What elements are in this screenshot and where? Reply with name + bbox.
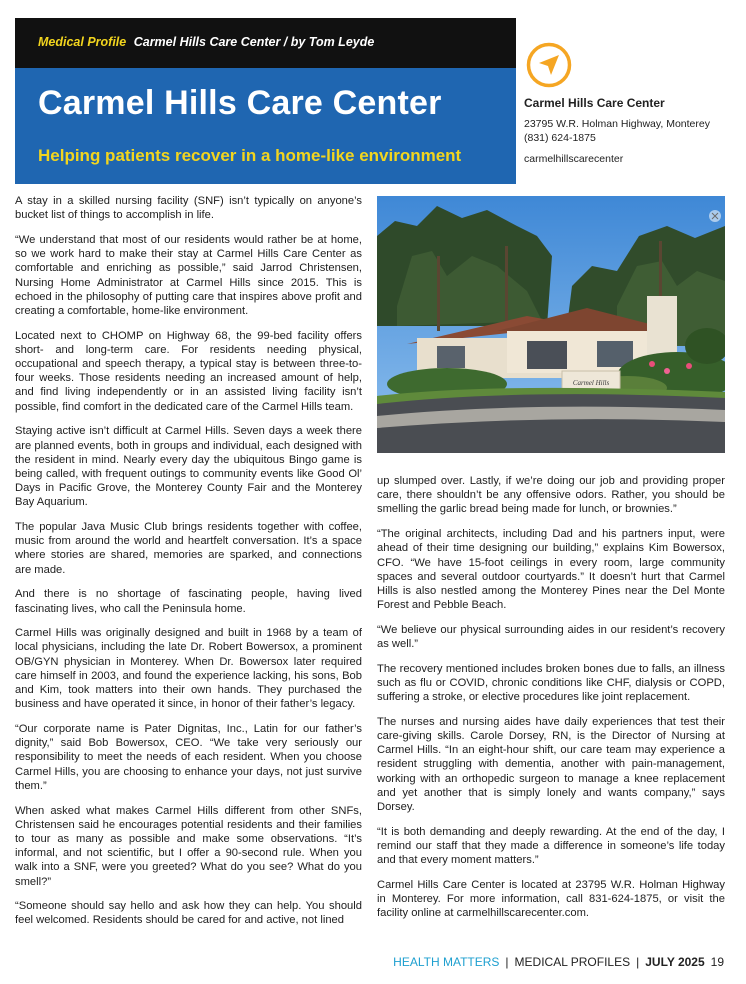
paragraph: Carmel Hills was originally designed and built in 1968 by a team of local physicians, including the late Dr. Robert Bowersox, a prominent OB/GYN physician in Monterey. When Dr. Bowersox later required care himself in 2003, and found the experience lacking, his sons, Bob and Kim, took matters into their own hands. They purchased the business and have operated it since, in honor of their father’s legacy. — [15, 627, 362, 711]
contact-phone: (831) 624-1875 — [524, 132, 596, 144]
paragraph: The nurses and nursing aides have daily experiences that test their care-giving skills. Carole Dorsey, RN, is the Director of Nursing at Carmel Hills. “In an eight-hour shift, our care team may experience a resident struggling with dementia, another with pain-management, working with an orthopedic surgeon to manage a knee replacement and yet another that is simply lonely and wants company,” says Dorsey. — [377, 715, 725, 814]
kicker-text: Carmel Hills Care Center / by Tom Leyde — [133, 35, 375, 49]
article-title: Carmel Hills Care Center — [38, 84, 442, 122]
contact-address: 23795 W.R. Holman Highway, Monterey — [524, 117, 710, 130]
article-subtitle: Helping patients recover in a home-like environment — [38, 146, 462, 165]
paragraph: “The original architects, including Dad and his partners input, were ahead of their time designing our building,” explains Kim Bowersox, CFO. “We have 15-foot ceilings in every room, large community spaces and several outdoor courtyards.” It doesn’t hurt that Carmel Hills is also nestled among the Monterey Pines near the Del Monte Forest and Pebble Beach. — [377, 528, 725, 612]
paragraph: Staying active isn’t difficult at Carmel Hills. Seven days a week there are planned events, both in groups and individual, each designed with the resident in mind. Nearly every day the ubiquitous Bingo game is being called, with frequent outings to community events like Good Ol’ Days in Pacific Grove, the Monterey County Fair and the Monterey Bay Aquarium. — [15, 425, 362, 509]
footer-date: JULY 2025 — [645, 955, 705, 969]
footer-separator: | — [505, 955, 509, 969]
paragraph: Carmel Hills Care Center is located at 23795 W.R. Holman Highway in Monterey. For more information, call 831-624-1875, or visit the facility online at carmelhillscarecenter.com. — [377, 878, 725, 920]
page-footer — [393, 955, 724, 969]
facility-photo-illustration — [377, 196, 725, 453]
navigation-arrow-icon — [526, 42, 572, 88]
facility-sign: Carmel Hills — [572, 379, 610, 387]
title-banner — [15, 68, 516, 184]
paragraph: Located next to CHOMP on Highway 68, the 99-bed facility offers short- and long-term care. For residents needing physical, occupational and speech therapy, a typical stay is between three-to-four weeks. Those residents needing an increased amount of help, and find living independently or in an assisted living facility isn’t possible, find comfort in the dedicated care of the Carmel Hills team. — [15, 329, 362, 413]
footer-separator: | — [636, 955, 640, 969]
paragraph: The popular Java Music Club brings residents together with coffee, music from around the world and heartfelt conversation. It’s a space where stories are shared, memories are sparked, and connections are made. — [15, 521, 362, 576]
paragraph: “Someone should say hello and ask how they can help. You should feel welcomed. Residents should be cared for and active, not lined — [15, 900, 362, 927]
kicker-label: Medical Profile — [38, 35, 127, 49]
facility-photo — [377, 196, 725, 453]
article-column-left — [15, 194, 362, 938]
contact-website[interactable]: carmelhillscarecenter — [524, 152, 624, 165]
page-number: 19 — [710, 955, 724, 969]
paragraph: “Our corporate name is Pater Dignitas, Inc., Latin for our father’s dignity,” said Bob Bowersox, CEO. “We take very seriously our responsibility to meet the needs of each resident. When you choose Carmel Hills, you are choosing to enhance your days, not just survive them.” — [15, 723, 362, 792]
footer-category: MEDICAL PROFILES — [514, 955, 631, 969]
paragraph: And there is no shortage of fascinating people, having lived fascinating lives, who call the Peninsula home. — [15, 588, 362, 615]
header-bar — [15, 18, 516, 68]
paragraph: A stay in a skilled nursing facility (SNF) isn’t typically on anyone’s bucket list of things to accomplish in life. — [15, 195, 362, 222]
paragraph: “We understand that most of our residents would rather be at home, so we work hard to make their stay at Carmel Hills Care Center as comfortable and enriching as possible,” said Jarrod Christensen, Nursing Home Administrator at Carmel Hills since 2015. This is echoed in the philosophy of putting care that inspires above profit and creating a comfortable, home-like environment. — [15, 233, 362, 317]
expand-icon[interactable] — [709, 210, 721, 222]
paragraph: The recovery mentioned includes broken bones due to falls, an illness such as flu or COVID, chronic conditions like CHF, dialysis or COPD, suffering a stroke, or elective procedures like joint replacement. — [377, 662, 725, 704]
paragraph: When asked what makes Carmel Hills different from other SNFs, Christensen said he encourages potential residents and their families to tour as many as possible and make some observations. “It’s informal, and not scientific, but I offer a 90-second rule. When you walk into a SNF, were you greeted? What do you see? What do you smell?” — [15, 804, 362, 888]
paragraph: up slumped over. Lastly, if we’re doing our job and providing proper care, there shouldn’t be any offensive odors. Rather, you should be smelling the garlic bread being made for lunch, or brownies.” — [377, 475, 725, 516]
footer-section: HEALTH MATTERS — [393, 955, 500, 969]
contact-name: Carmel Hills Care Center — [524, 96, 665, 110]
contact-info — [524, 96, 739, 166]
paragraph: “We believe our physical surrounding aides in our resident’s recovery as well.” — [377, 623, 725, 651]
article-column-right — [377, 474, 725, 931]
paragraph: “It is both demanding and deeply rewarding. At the end of the day, I remind our staff that they made a difference in someone’s life today and that every moment matters.” — [377, 825, 725, 867]
byline — [38, 35, 374, 49]
